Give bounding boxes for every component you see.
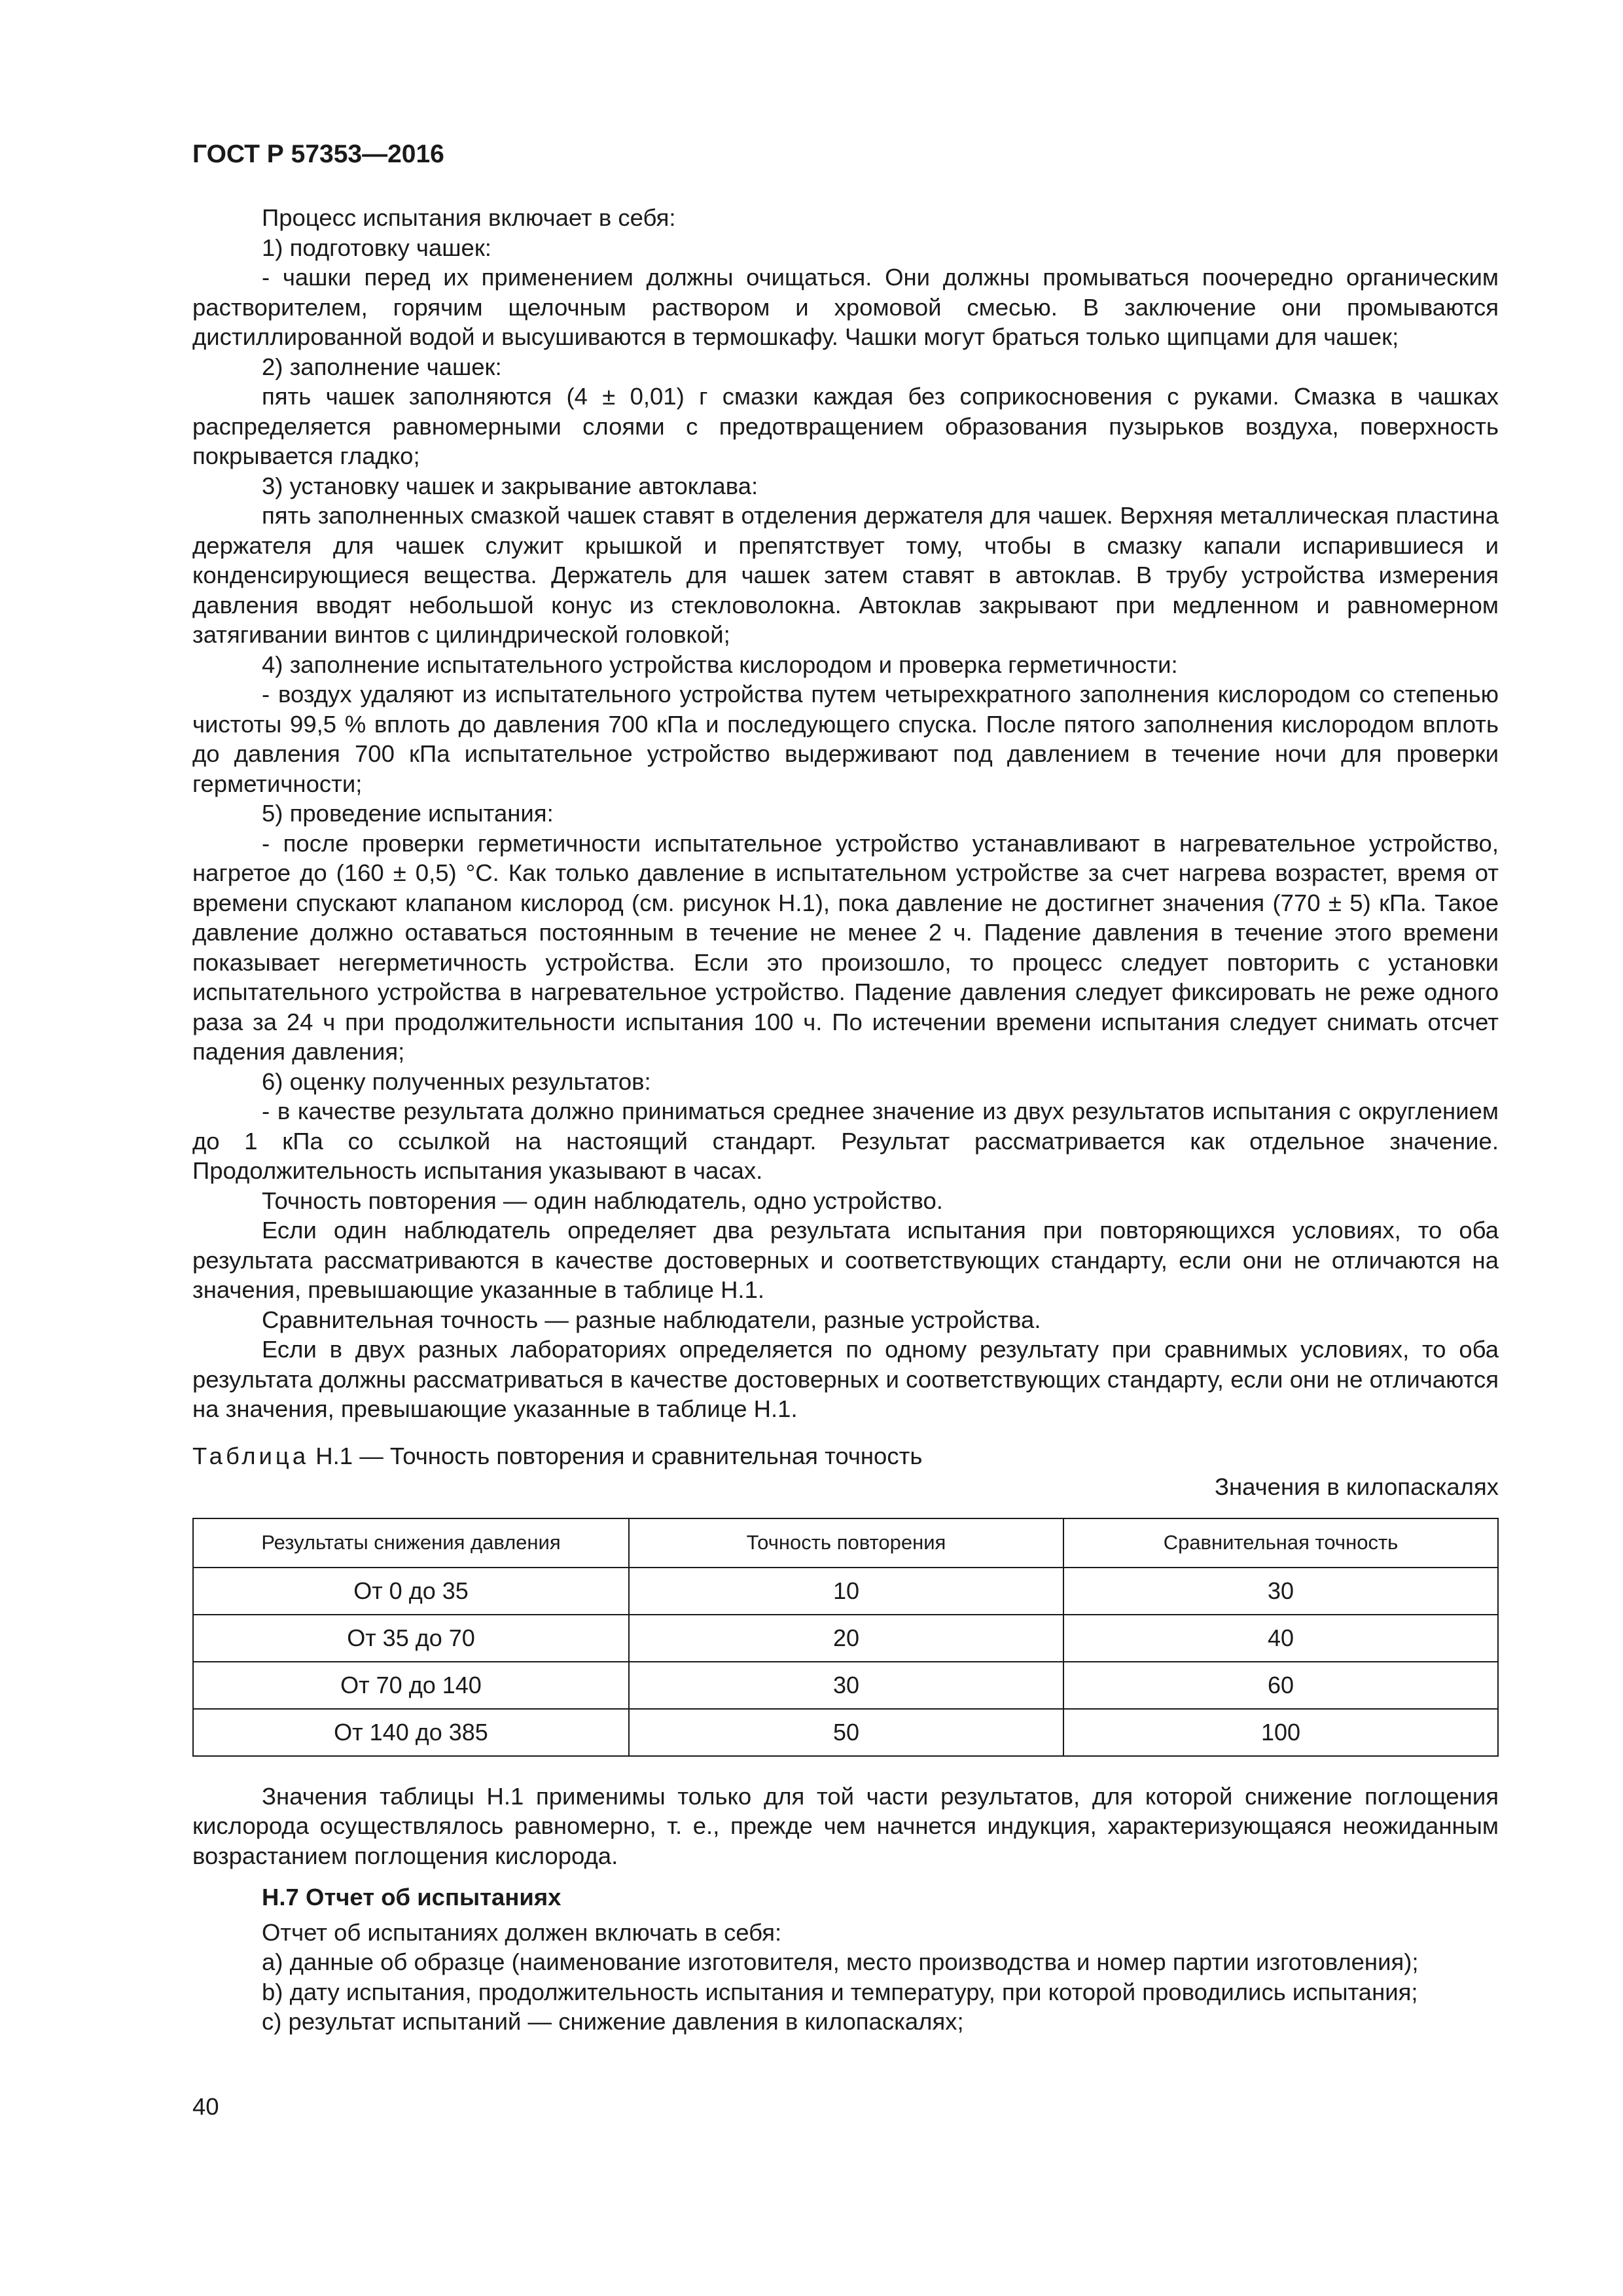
table-row bbox=[193, 1709, 1498, 1756]
page-number: 40 bbox=[192, 2093, 219, 2120]
repeatability-title: Точность повторения — один наблюдатель, одно устройство. bbox=[262, 1187, 943, 1214]
step-3-text: пять заполненных смазкой чашек ставят в отделения держателя для чашек. Верхняя металлическая пластина держателя для чашек служит крышкой и препятствует тому, чтобы в смазку капали испарившиеся и конденсирующиеся вещества. Держатель для чашек затем ставят в автоклав. В трубу устройства измерения давления вводят небольшой конус из стекловолокна. Автоклав закрывают при медленном и равномерном затягивании винтов с цилиндрической головкой; bbox=[192, 502, 1499, 648]
document-id-header: ГОСТ Р 57353—2016 bbox=[192, 140, 444, 168]
repeatability-text: Если один наблюдатель определяет два результата испытания при повторяющихся условиях, то оба результата рассматриваются в качестве достоверных и соответствующих стандарту, если они не отличаются на значения, превышающие указанные в таблице Н.1. bbox=[192, 1217, 1499, 1303]
step-3-title: 3) установку чашек и закрывание автоклава: bbox=[262, 472, 758, 499]
step-4-title: 4) заполнение испытательного устройства кислородом и проверка герметичности: bbox=[262, 651, 1178, 678]
section-heading-test-report: Н.7 Отчет об испытаниях bbox=[262, 1884, 562, 1910]
table-header-row bbox=[193, 1518, 1498, 1568]
table-cell: От 0 до 35 bbox=[193, 1568, 629, 1615]
table-cell: 30 bbox=[629, 1662, 1063, 1709]
table-units-note: Значения в килопаскалях bbox=[1214, 1473, 1499, 1500]
list-item: b) дату испытания, продолжительность испытания и температуру, при которой проводились испытания; bbox=[262, 1978, 1418, 2005]
reproducibility-text: Если в двух разных лабораториях определяется по одному результату при сравнимых условиях, то оба результата должны рассматриваться в качестве достоверных и соответствующих стандарту, если они не отличаются на значения, превышающие указанные в таблице Н.1. bbox=[192, 1336, 1499, 1422]
step-6-text: - в качестве результата должно приниматься среднее значение из двух результатов испытания с округлением до 1 кПа со ссылкой на настоящий стандарт. Результат рассматривается как отдельное значение. Продолжительность испытания указывают в часах. bbox=[192, 1098, 1499, 1184]
step-2-title: 2) заполнение чашек: bbox=[262, 353, 502, 380]
section-intro: Отчет об испытаниях должен включать в себя: bbox=[262, 1918, 782, 1946]
table-note-paragraph: Значения таблицы Н.1 применимы только для той части результатов, для которой снижение поглощения кислорода осуществлялось равномерно, т. е., прежде чем начнется индукция, характеризующаяся неожиданным возрастанием поглощения кислорода. bbox=[192, 1782, 1499, 1869]
table-cell: 40 bbox=[1063, 1615, 1498, 1662]
table-row bbox=[193, 1615, 1498, 1662]
column-header-pressure-drop: Результаты снижения давления bbox=[193, 1518, 629, 1568]
reproducibility-title: Сравнительная точность — разные наблюдатели, разные устройства. bbox=[262, 1306, 1041, 1333]
step-6-title: 6) оценку полученных результатов: bbox=[262, 1067, 651, 1095]
step-2-text: пять чашек заполняются (4 ± 0,01) г смазки каждая без соприкосновения с руками. Смазка в чашках распределяется равномерными слоями с предотвращением образования пузырьков воздуха, поверхность покрывается гладко; bbox=[192, 383, 1499, 469]
list-item: c) результат испытаний — снижение давления в килопаскалях; bbox=[262, 2008, 964, 2035]
paragraph-intro: Процесс испытания включает в себя: bbox=[262, 204, 676, 231]
table-cell: 100 bbox=[1063, 1709, 1498, 1756]
document-page bbox=[192, 139, 1499, 2037]
table-cell: 20 bbox=[629, 1615, 1063, 1662]
step-5-title: 5) проведение испытания: bbox=[262, 800, 554, 827]
table-row bbox=[193, 1662, 1498, 1709]
table-cell: 50 bbox=[629, 1709, 1063, 1756]
list-item: a) данные об образце (наименование изготовителя, место производства и номер партии изготовления); bbox=[262, 1948, 1419, 1975]
table-cell: 30 bbox=[1063, 1568, 1498, 1615]
step-4-text: - воздух удаляют из испытательного устройства путем четырехкратного заполнения кислородом со степенью чистоты 99,5 % вплоть до давления 700 кПа и последующего спуска. После пятого заполнения кислородом вплоть до давления 700 кПа испытательное устройство выдерживают под давлением в течение ночи для проверки герметичности; bbox=[192, 681, 1499, 797]
table-cell: От 35 до 70 bbox=[193, 1615, 629, 1662]
table-cell: 10 bbox=[629, 1568, 1063, 1615]
table-caption bbox=[192, 1441, 1499, 1471]
column-header-repeatability: Точность повторения bbox=[629, 1518, 1063, 1568]
step-1-text: - чашки перед их применением должны очищаться. Они должны промываться поочередно органическим растворителем, горячим щелочным раствором и хромовой смесью. В заключение они промываются дистиллированной водой и высушиваются в термошкафу. Чашки могут браться только щипцами для чашек; bbox=[192, 264, 1499, 350]
table-caption-label: Таблица bbox=[192, 1442, 310, 1469]
table-cell: 60 bbox=[1063, 1662, 1498, 1709]
table-row bbox=[193, 1568, 1498, 1615]
precision-table bbox=[192, 1518, 1499, 1757]
step-1-title: 1) подготовку чашек: bbox=[262, 234, 491, 261]
table-cell: От 70 до 140 bbox=[193, 1662, 629, 1709]
step-5-text: - после проверки герметичности испытательное устройство устанавливают в нагревательное устройство, нагретое до (160 ± 0,5) °С. Как только давление в испытательном устройстве за счет нагрева возрастет, время от времени спускают клапаном кислород (см. рисунок Н.1), пока давление не достигнет значения (770 ± 5) кПа. Такое давление должно оставаться постоянным в течение не менее 2 ч. Падение давления в течение этого времени показывает негерметичность устройства. Если это произошло, то процесс следует повторить с установки испытательного устройства в нагревательное устройство. Падение давления следует фиксировать не реже одного раза за 24 ч при продолжительности испытания 100 ч. По истечении времени испытания следует снимать отсчет падения давления; bbox=[192, 829, 1499, 1065]
table-cell: От 140 до 385 bbox=[193, 1709, 629, 1756]
table-caption-title: Н.1 — Точность повторения и сравнительная точность bbox=[309, 1442, 923, 1469]
column-header-reproducibility: Сравнительная точность bbox=[1063, 1518, 1498, 1568]
